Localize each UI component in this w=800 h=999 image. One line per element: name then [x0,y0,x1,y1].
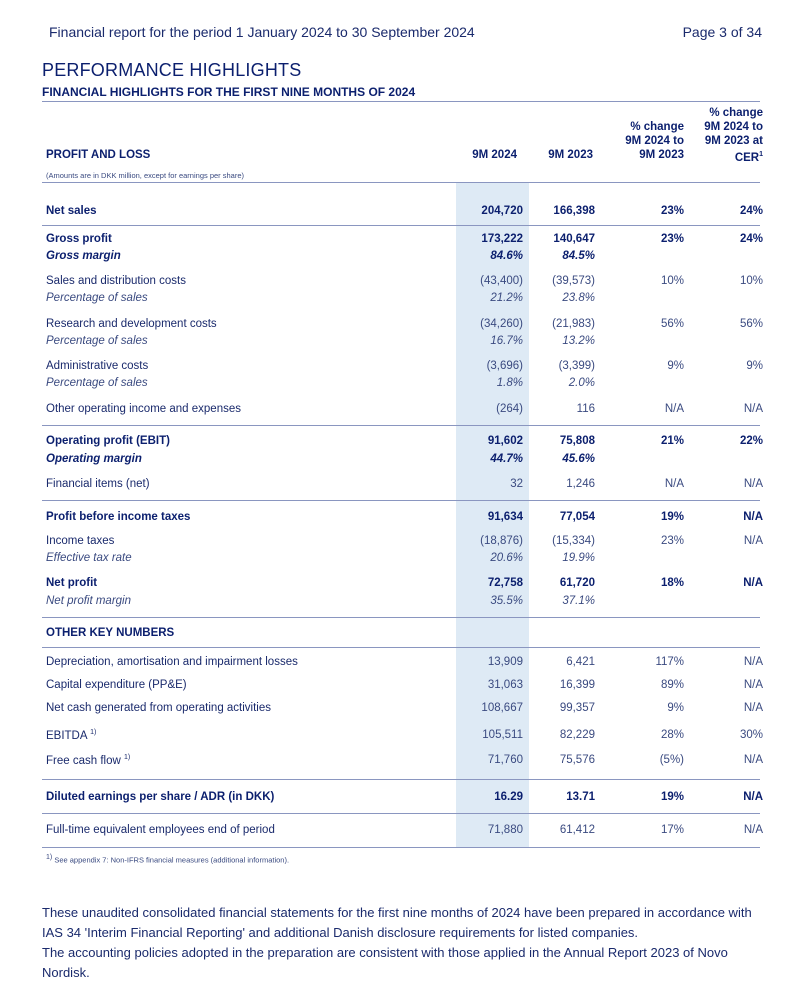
row-other-operating: Other operating income and expenses (264) 116 N/A N/A [46,403,763,415]
row-pct-sales-2: Percentage of sales 16.7% 13.2% [46,335,595,347]
page-header-left: Financial report for the period 1 January 2024 to 30 September 2024 [49,24,475,40]
col-header-pct-change: % change 9M 2024 to 9M 2023 [625,121,684,161]
row-pct-sales-1: Percentage of sales 21.2% 23.8% [46,292,595,304]
section-subtitle: FINANCIAL HIGHLIGHTS FOR THE FIRST NINE MONTHS OF 2024 [42,85,416,99]
col-header-9m-2024: 9M 2024 [472,149,517,161]
other-key-numbers-header: OTHER KEY NUMBERS [46,627,175,639]
row-administrative: Administrative costs (3,696) (3,399) 9% 9% [46,360,763,372]
row-operating-margin: Operating margin 44.7% 45.6% [46,453,595,465]
row-profit-before-tax: Profit before income taxes 91,634 77,054 19% N/A [46,511,763,523]
paragraph-2: The accounting policies adopted in the preparation are consistent with those applied in the Annual Report 2023 of Novo Nordisk. [42,945,728,980]
row-net-sales: Net sales 204,720 166,398 23% 24% [46,205,763,217]
row-sales-distribution: Sales and distribution costs (43,400) (39,573) 10% 10% [46,275,763,287]
page-title: PERFORMANCE HIGHLIGHTS [42,60,302,80]
row-diluted-eps: Diluted earnings per share / ADR (in DKK) 16.29 13.71 19% N/A [46,791,763,803]
row-pct-sales-3: Percentage of sales 1.8% 2.0% [46,377,595,389]
rule [42,225,760,226]
subtitle-rule [42,101,760,102]
row-ebitda: EBITDA $^{1)}$ 105,511 82,229 28% 30% [46,729,763,742]
row-net-profit-margin: Net profit margin 35.5% 37.1% [46,595,595,607]
row-gross-profit: Gross profit 173,222 140,647 23% 24% [46,233,763,245]
footnote: 1) See appendix 7: Non-IFRS financial measures (additional information). [46,854,290,865]
rule [42,617,760,618]
table-bottom-rule [42,847,760,848]
rule [42,647,760,648]
row-fte: Full-time equivalent employees end of period 71,880 61,412 17% N/A [46,824,763,836]
rule [42,425,760,426]
row-capex: Capital expenditure (PP&E) 31,063 16,399 89% N/A [46,679,763,691]
amounts-note: (Amounts are in DKK million, except for earnings per share) [46,171,245,180]
body-paragraph [42,903,762,983]
paragraph-1: These unaudited consolidated financial statements for the first nine months of 2024 have been prepared in accordance with IAS 34 'Interim Financial Reporting' and additional Danish disclosure requirements for listed companies. [42,905,752,940]
col-header-9m-2023: 9M 2023 [548,149,593,161]
page-number: Page 3 of 34 [682,24,762,40]
rule [42,813,760,814]
row-income-taxes: Income taxes (18,876) (15,334) 23% N/A [46,535,763,547]
profit-and-loss-header: PROFIT AND LOSS [46,149,151,161]
row-financial-items: Financial items (net) 32 1,246 N/A N/A [46,478,763,490]
row-free-cash-flow: Free cash flow $^{1)}$ 71,760 75,576 (5%) N/A [46,754,763,767]
header-rule [42,182,760,183]
row-gross-margin: Gross margin 84.6% 84.5% [46,250,595,262]
row-net-profit: Net profit 72,758 61,720 18% N/A [46,577,763,589]
row-research-development: Research and development costs (34,260) (21,983) 56% 56% [46,318,763,330]
col-header-pct-change-cer: % change 9M 2024 to 9M 2023 at CER$^1$ [704,107,763,164]
row-effective-tax-rate: Effective tax rate 20.6% 19.9% [46,552,595,564]
row-depreciation: Depreciation, amortisation and impairment losses 13,909 6,421 117% N/A [46,656,763,668]
rule [42,779,760,780]
row-net-cash: Net cash generated from operating activities 108,667 99,357 9% N/A [46,702,763,714]
rule [42,500,760,501]
row-operating-profit: Operating profit (EBIT) 91,602 75,808 21% 22% [46,435,763,447]
